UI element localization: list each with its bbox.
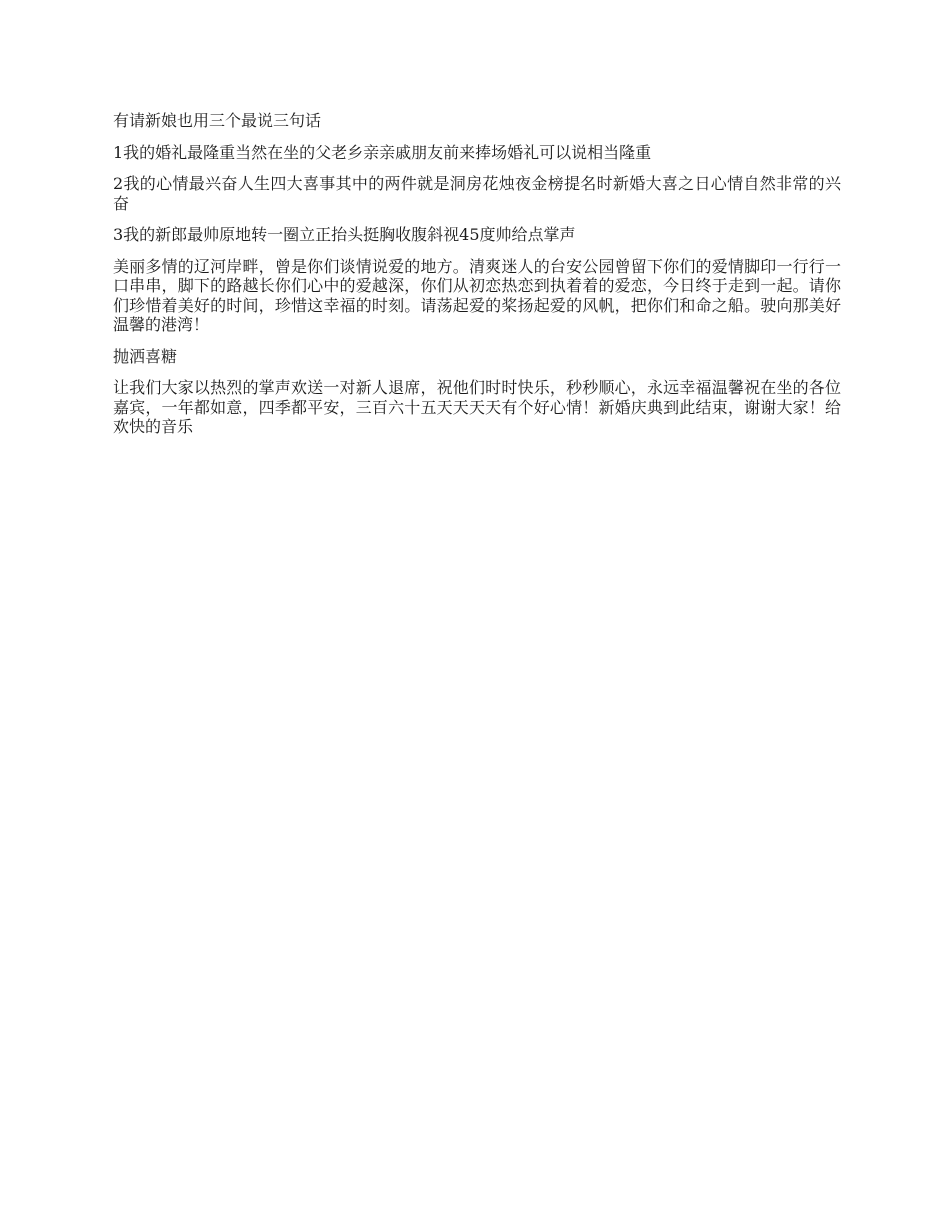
paragraph-closing: 让我们大家以热烈的掌声欢送一对新人退席，祝他们时时快乐，秒秒顺心，永远幸福温馨祝在坐的各位嘉宾，一年都如意，四季都平安，三百六十五天天天天有个好心情！新婚庆典到此结束，谢谢大家！给欢快的音乐: [113, 378, 841, 436]
paragraph-blessing: 美丽多情的辽河岸畔，曾是你们谈情说爱的地方。清爽迷人的台安公园曾留下你们的爱情脚印一行行一口串串，脚下的路越长你们心中的爱越深，你们从初恋热恋到执着着的爱恋，今日终于走到一起。请你们珍惜着美好的时间，珍惜这幸福的时刻。请荡起爱的桨扬起爱的风帆，把你们和命之船。驶向那美好温馨的港湾！: [113, 256, 841, 334]
paragraph-intro: 有请新娘也用三个最说三句话: [113, 111, 322, 130]
document-body: [113, 111, 841, 449]
paragraph-point-3: 3我的新郎最帅原地转一圈立正抬头挺胸收腹斜视45度帅给点掌声: [113, 225, 576, 244]
paragraph-candy: 抛洒喜糖: [113, 346, 178, 366]
paragraph-point-1: 1我的婚礼最隆重当然在坐的父老乡亲亲戚朋友前来捧场婚礼可以说相当隆重: [113, 142, 652, 162]
paragraph-point-2: 2我的心情最兴奋人生四大喜事其中的两件就是洞房花烛夜金榜提名时新婚大喜之日心情自然非常的兴奋: [113, 174, 841, 213]
